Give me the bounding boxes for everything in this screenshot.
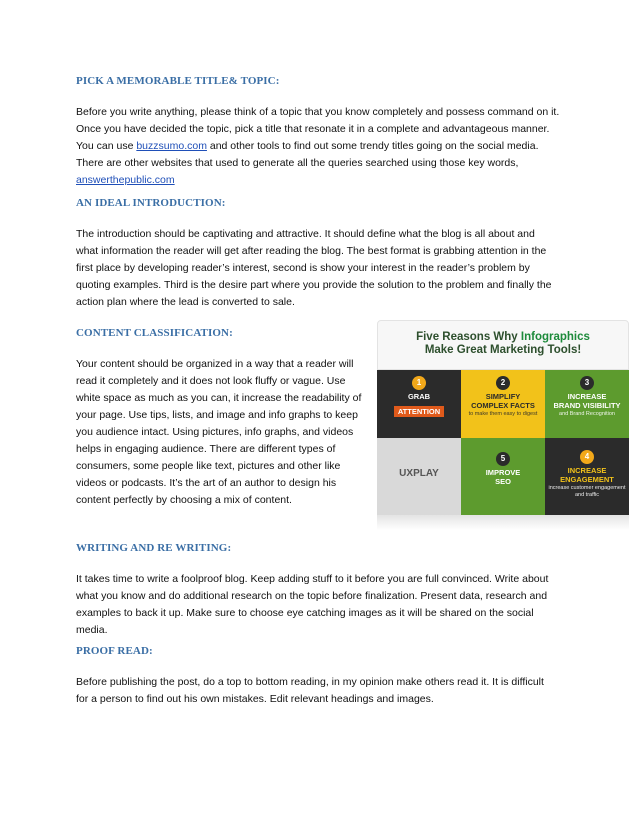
infographic-tile-4 — [545, 438, 629, 515]
paragraph-introduction — [76, 226, 576, 311]
text-line: what you know and do additional research on the topic before finalization. Present data, research and — [76, 590, 548, 602]
text-line: Before you write anything, please think of a topic that you know completely and possess command on it. — [76, 106, 560, 118]
text-line: consumers, some people like text, pictures and other like — [76, 460, 341, 472]
buzzsumo-link[interactable]: buzzsumo.com — [136, 140, 207, 152]
text-line: read it completely and it does not look fluffy or vague. Use — [76, 375, 346, 387]
text-line: Once you have decided the topic, pick a title that resonate it in a complete and advantageous manner. — [76, 123, 550, 135]
text-span: You can use — [76, 140, 137, 152]
infographic-tile-1 — [377, 370, 461, 438]
infographic-image — [377, 320, 629, 530]
text-line: action plan where the lead is converted to sale. — [76, 296, 295, 308]
text-line: you audience intact. Using pictures, info graphs, and videos — [76, 426, 354, 438]
text-line — [76, 138, 576, 155]
infographic-tile-5 — [461, 438, 545, 515]
section-heading-writing: WRITING AND RE WRITING: — [76, 542, 232, 554]
text-line — [76, 172, 576, 189]
section-heading-title-topic: PICK A MEMORABLE TITLE& TOPIC: — [76, 75, 280, 87]
infographic-logo: UXPLAY — [399, 468, 439, 479]
tile-label: INCREASE — [567, 466, 607, 475]
tile-sub: to make them easy to digest — [468, 411, 538, 417]
tile-label: IMPROVE — [485, 468, 521, 477]
section-heading-introduction: AN IDEAL INTRODUCTION: — [76, 197, 226, 209]
tile-label: GRAB — [407, 392, 431, 401]
text-line: what information the reader will get after reading the blog. The best format is grabbing attention in the — [76, 245, 547, 257]
text-line: Before publishing the post, do a top to bottom reading, in my opinion make others read it. It is difficult — [76, 676, 544, 688]
tile-sub: and Brand Recognition — [559, 411, 615, 417]
text-line: quoting examples. Third is the desire part where you provide the solution to the problem and finally the — [76, 279, 552, 291]
tile-label-2: BRAND VISIBILITY — [553, 401, 621, 410]
infographic-reflection — [377, 515, 629, 530]
infographic-header — [377, 320, 629, 370]
text-line: helps in engaging audience. There are different types of — [76, 443, 336, 455]
tile-number: 1 — [412, 376, 426, 390]
infographic-title-pre: Five Reasons Why — [416, 331, 521, 343]
tile-label: SIMPLIFY — [485, 392, 521, 401]
infographic-title-highlight: Infographics — [520, 331, 590, 343]
text-line: your page. Use tips, lists, and image and info graphs to keep — [76, 409, 358, 421]
paragraph-writing — [76, 571, 576, 639]
infographic-tile-2 — [461, 370, 545, 438]
text-span: and other tools to find out some trendy titles going on the social media. — [206, 140, 539, 152]
text-line: It takes time to write a foolproof blog. Keep adding stuff to it before you are full convinced. Write about — [76, 573, 549, 585]
tile-sub: increase customer engagement and traffic — [548, 485, 626, 498]
infographic-tile-3 — [545, 370, 629, 438]
tile-number: 4 — [580, 450, 594, 464]
tile-number: 5 — [496, 452, 510, 466]
tile-number: 2 — [496, 376, 510, 390]
infographic-title-line1 — [378, 331, 628, 343]
answerthepublic-link[interactable]: answerthepublic.com — [76, 174, 175, 186]
tile-label-2: ENGAGEMENT — [560, 475, 614, 484]
section-heading-content-classification: CONTENT CLASSIFICATION: — [76, 327, 233, 339]
infographic-tile-logo — [377, 438, 461, 515]
paragraph-content-classification — [76, 356, 372, 509]
tile-label-2: COMPLEX FACTS — [471, 401, 535, 410]
infographic-title-line2: Make Great Marketing Tools! — [424, 344, 582, 356]
tile-number: 3 — [580, 376, 594, 390]
text-line: media. — [76, 624, 108, 636]
text-line: videos or podcasts. It’s the art of an author to design his — [76, 477, 337, 489]
text-line: There are other websites that used to generate all the queries searched using those key words, — [76, 157, 519, 169]
paragraph-proofread — [76, 674, 576, 708]
paragraph-title-topic — [76, 104, 576, 189]
text-line: white space as much as you can, it increase the readability of — [76, 392, 362, 404]
tile-label-highlight: ATTENTION — [394, 406, 444, 417]
text-line: examples to back it up. Make sure to choose eye catching images as it will be shared on the social — [76, 607, 534, 619]
text-line: first place by developing reader’s interest, second is show your interest in the reader’s problem by — [76, 262, 530, 274]
tile-label-2: SEO — [495, 477, 511, 486]
text-line: content perfectly by choosing a mix of content. — [76, 494, 292, 506]
text-line: The introduction should be captivating and attractive. It should define what the blog is all about and — [76, 228, 535, 240]
text-line: Your content should be organized in a way that a reader will — [76, 358, 354, 370]
text-line: for a person to find out his own mistakes. Edit relevant headings and images. — [76, 693, 434, 705]
section-heading-proofread: PROOF READ: — [76, 645, 153, 657]
tile-label: INCREASE — [567, 392, 607, 401]
